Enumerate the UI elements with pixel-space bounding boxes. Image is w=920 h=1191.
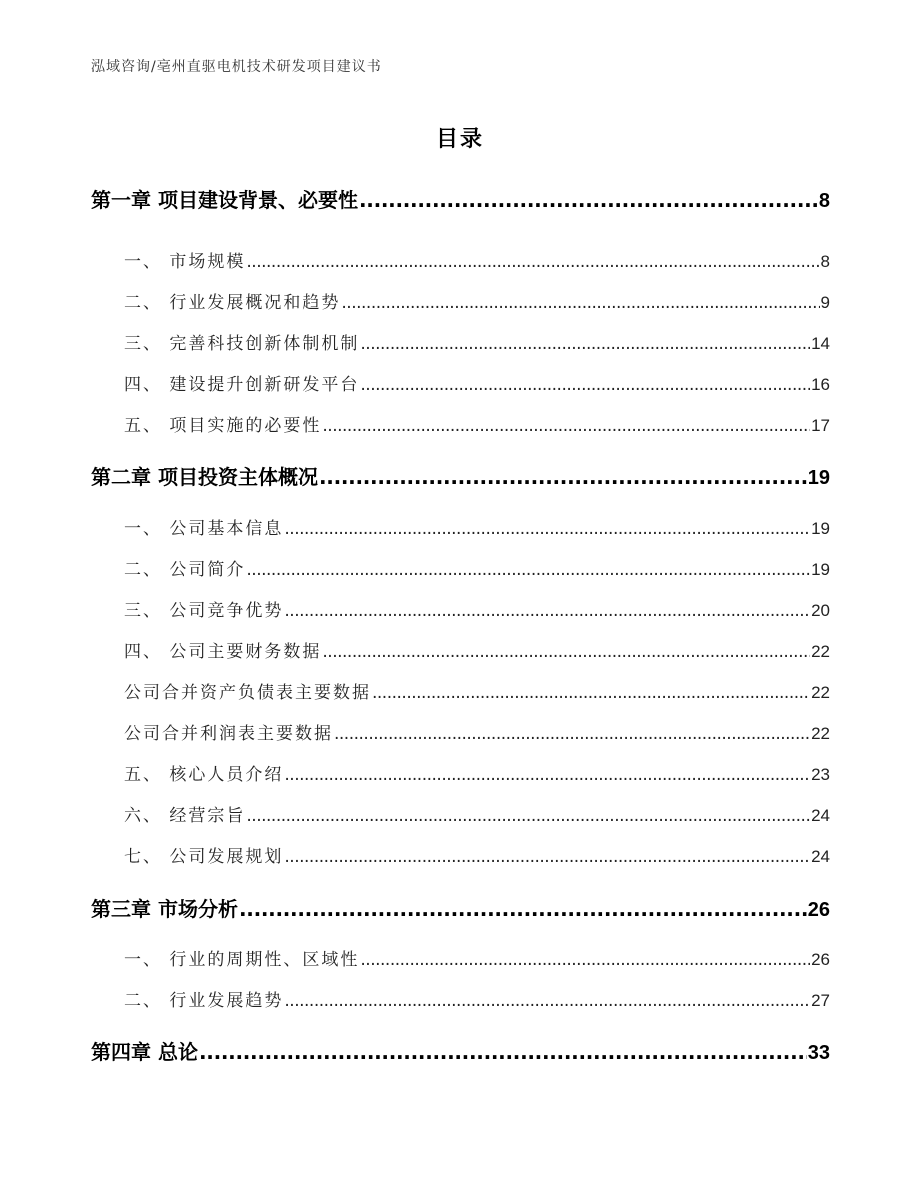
toc-section-entry[interactable] xyxy=(91,760,830,785)
toc-entry-label: 四、 建设提升创新研发平台 xyxy=(124,375,360,395)
toc-entry-label: 公司合并资产负债表主要数据 xyxy=(124,683,371,703)
toc-page-number: 19 xyxy=(811,519,830,538)
toc-entry-label: 二、 公司简介 xyxy=(124,560,246,580)
toc-page-number: 26 xyxy=(811,950,830,969)
toc-page-number: 22 xyxy=(811,683,830,702)
toc-dot-leader xyxy=(246,806,810,826)
toc-entry-label: 一、 行业的周期性、区域性 xyxy=(124,950,360,970)
toc-page-number: 24 xyxy=(811,847,830,866)
toc-page-number: 9 xyxy=(820,293,830,312)
toc-dot-leader xyxy=(360,375,810,395)
toc-section-entry[interactable] xyxy=(91,329,830,354)
toc-entry-label: 公司合并利润表主要数据 xyxy=(124,724,333,744)
toc-entry-label: 二、 行业发展趋势 xyxy=(124,991,284,1011)
toc-entry-label: 五、 核心人员介绍 xyxy=(124,765,284,785)
toc-dot-leader xyxy=(319,465,807,489)
toc-page-number: 22 xyxy=(811,724,830,743)
toc-dot-leader xyxy=(239,897,807,921)
toc-section-entry[interactable] xyxy=(91,801,830,826)
toc-dot-leader xyxy=(360,334,810,354)
toc-page-number: 19 xyxy=(811,560,830,579)
toc-dot-leader xyxy=(322,416,810,436)
toc-section-entry[interactable] xyxy=(91,945,830,970)
toc-page-number: 27 xyxy=(811,991,830,1010)
toc-section-entry[interactable] xyxy=(91,514,830,539)
toc-entry-label: 第二章 项目投资主体概况 xyxy=(91,465,318,489)
toc-section-entry[interactable] xyxy=(91,596,830,621)
toc-dot-leader xyxy=(246,252,819,272)
toc-dot-leader xyxy=(246,560,810,580)
toc-dot-leader xyxy=(284,601,810,621)
toc-entry-label: 第三章 市场分析 xyxy=(91,897,238,921)
toc-page-number: 24 xyxy=(811,806,830,825)
toc-page-number: 8 xyxy=(820,252,830,271)
toc-page-number: 26 xyxy=(807,899,830,921)
toc-entry-label: 二、 行业发展概况和趋势 xyxy=(124,293,341,313)
toc-section-entry[interactable] xyxy=(91,411,830,436)
toc-dot-leader xyxy=(341,293,819,313)
toc-page-number: 17 xyxy=(811,416,830,435)
toc-chapter-entry[interactable] xyxy=(91,1036,830,1065)
toc-page-number: 8 xyxy=(818,190,830,212)
toc-section-entry[interactable] xyxy=(91,247,830,272)
toc-section-entry[interactable] xyxy=(91,986,830,1011)
toc-page-number: 16 xyxy=(811,375,830,394)
toc-dot-leader xyxy=(372,683,810,703)
toc-section-entry[interactable] xyxy=(91,555,830,580)
toc-dot-leader xyxy=(322,642,810,662)
toc-section-entry[interactable] xyxy=(91,637,830,662)
toc-page-number: 14 xyxy=(811,334,830,353)
toc-dot-leader xyxy=(359,188,818,212)
toc-dot-leader xyxy=(360,950,810,970)
toc-chapter-entry[interactable] xyxy=(91,461,830,490)
toc-section-entry[interactable] xyxy=(91,288,830,313)
toc-page-number: 22 xyxy=(811,642,830,661)
toc-entry-label: 六、 经营宗旨 xyxy=(124,806,246,826)
toc-dot-leader xyxy=(284,519,810,539)
toc-dot-leader xyxy=(284,847,810,867)
toc-dot-leader xyxy=(199,1040,807,1064)
toc-dot-leader xyxy=(284,991,810,1011)
toc-section-entry[interactable] xyxy=(91,842,830,867)
toc-entry-label: 第一章 项目建设背景、必要性 xyxy=(91,188,358,212)
toc-dot-leader xyxy=(334,724,810,744)
toc-entry-label: 三、 完善科技创新体制机制 xyxy=(124,334,360,354)
toc-entry-label: 四、 公司主要财务数据 xyxy=(124,642,322,662)
toc-section-entry[interactable] xyxy=(91,719,830,744)
toc-entry-label: 七、 公司发展规划 xyxy=(124,847,284,867)
toc-section-entry[interactable] xyxy=(91,678,830,703)
toc-page-number: 23 xyxy=(811,765,830,784)
toc-entry-label: 三、 公司竞争优势 xyxy=(124,601,284,621)
toc-section-entry[interactable] xyxy=(91,370,830,395)
toc-page-number: 33 xyxy=(807,1042,830,1064)
toc-page-number: 19 xyxy=(807,467,830,489)
toc-entry-label: 第四章 总论 xyxy=(91,1040,198,1064)
toc-entry-label: 一、 市场规模 xyxy=(124,252,246,272)
running-header: 泓域咨询/亳州直驱电机技术研发项目建议书 xyxy=(91,59,382,75)
toc-page-number: 20 xyxy=(811,601,830,620)
toc-entry-label: 五、 项目实施的必要性 xyxy=(124,416,322,436)
toc-chapter-entry[interactable] xyxy=(91,184,830,213)
toc-dot-leader xyxy=(284,765,810,785)
toc-chapter-entry[interactable] xyxy=(91,893,830,922)
toc-entry-label: 一、 公司基本信息 xyxy=(124,519,284,539)
page-title: 目录 xyxy=(435,127,484,152)
